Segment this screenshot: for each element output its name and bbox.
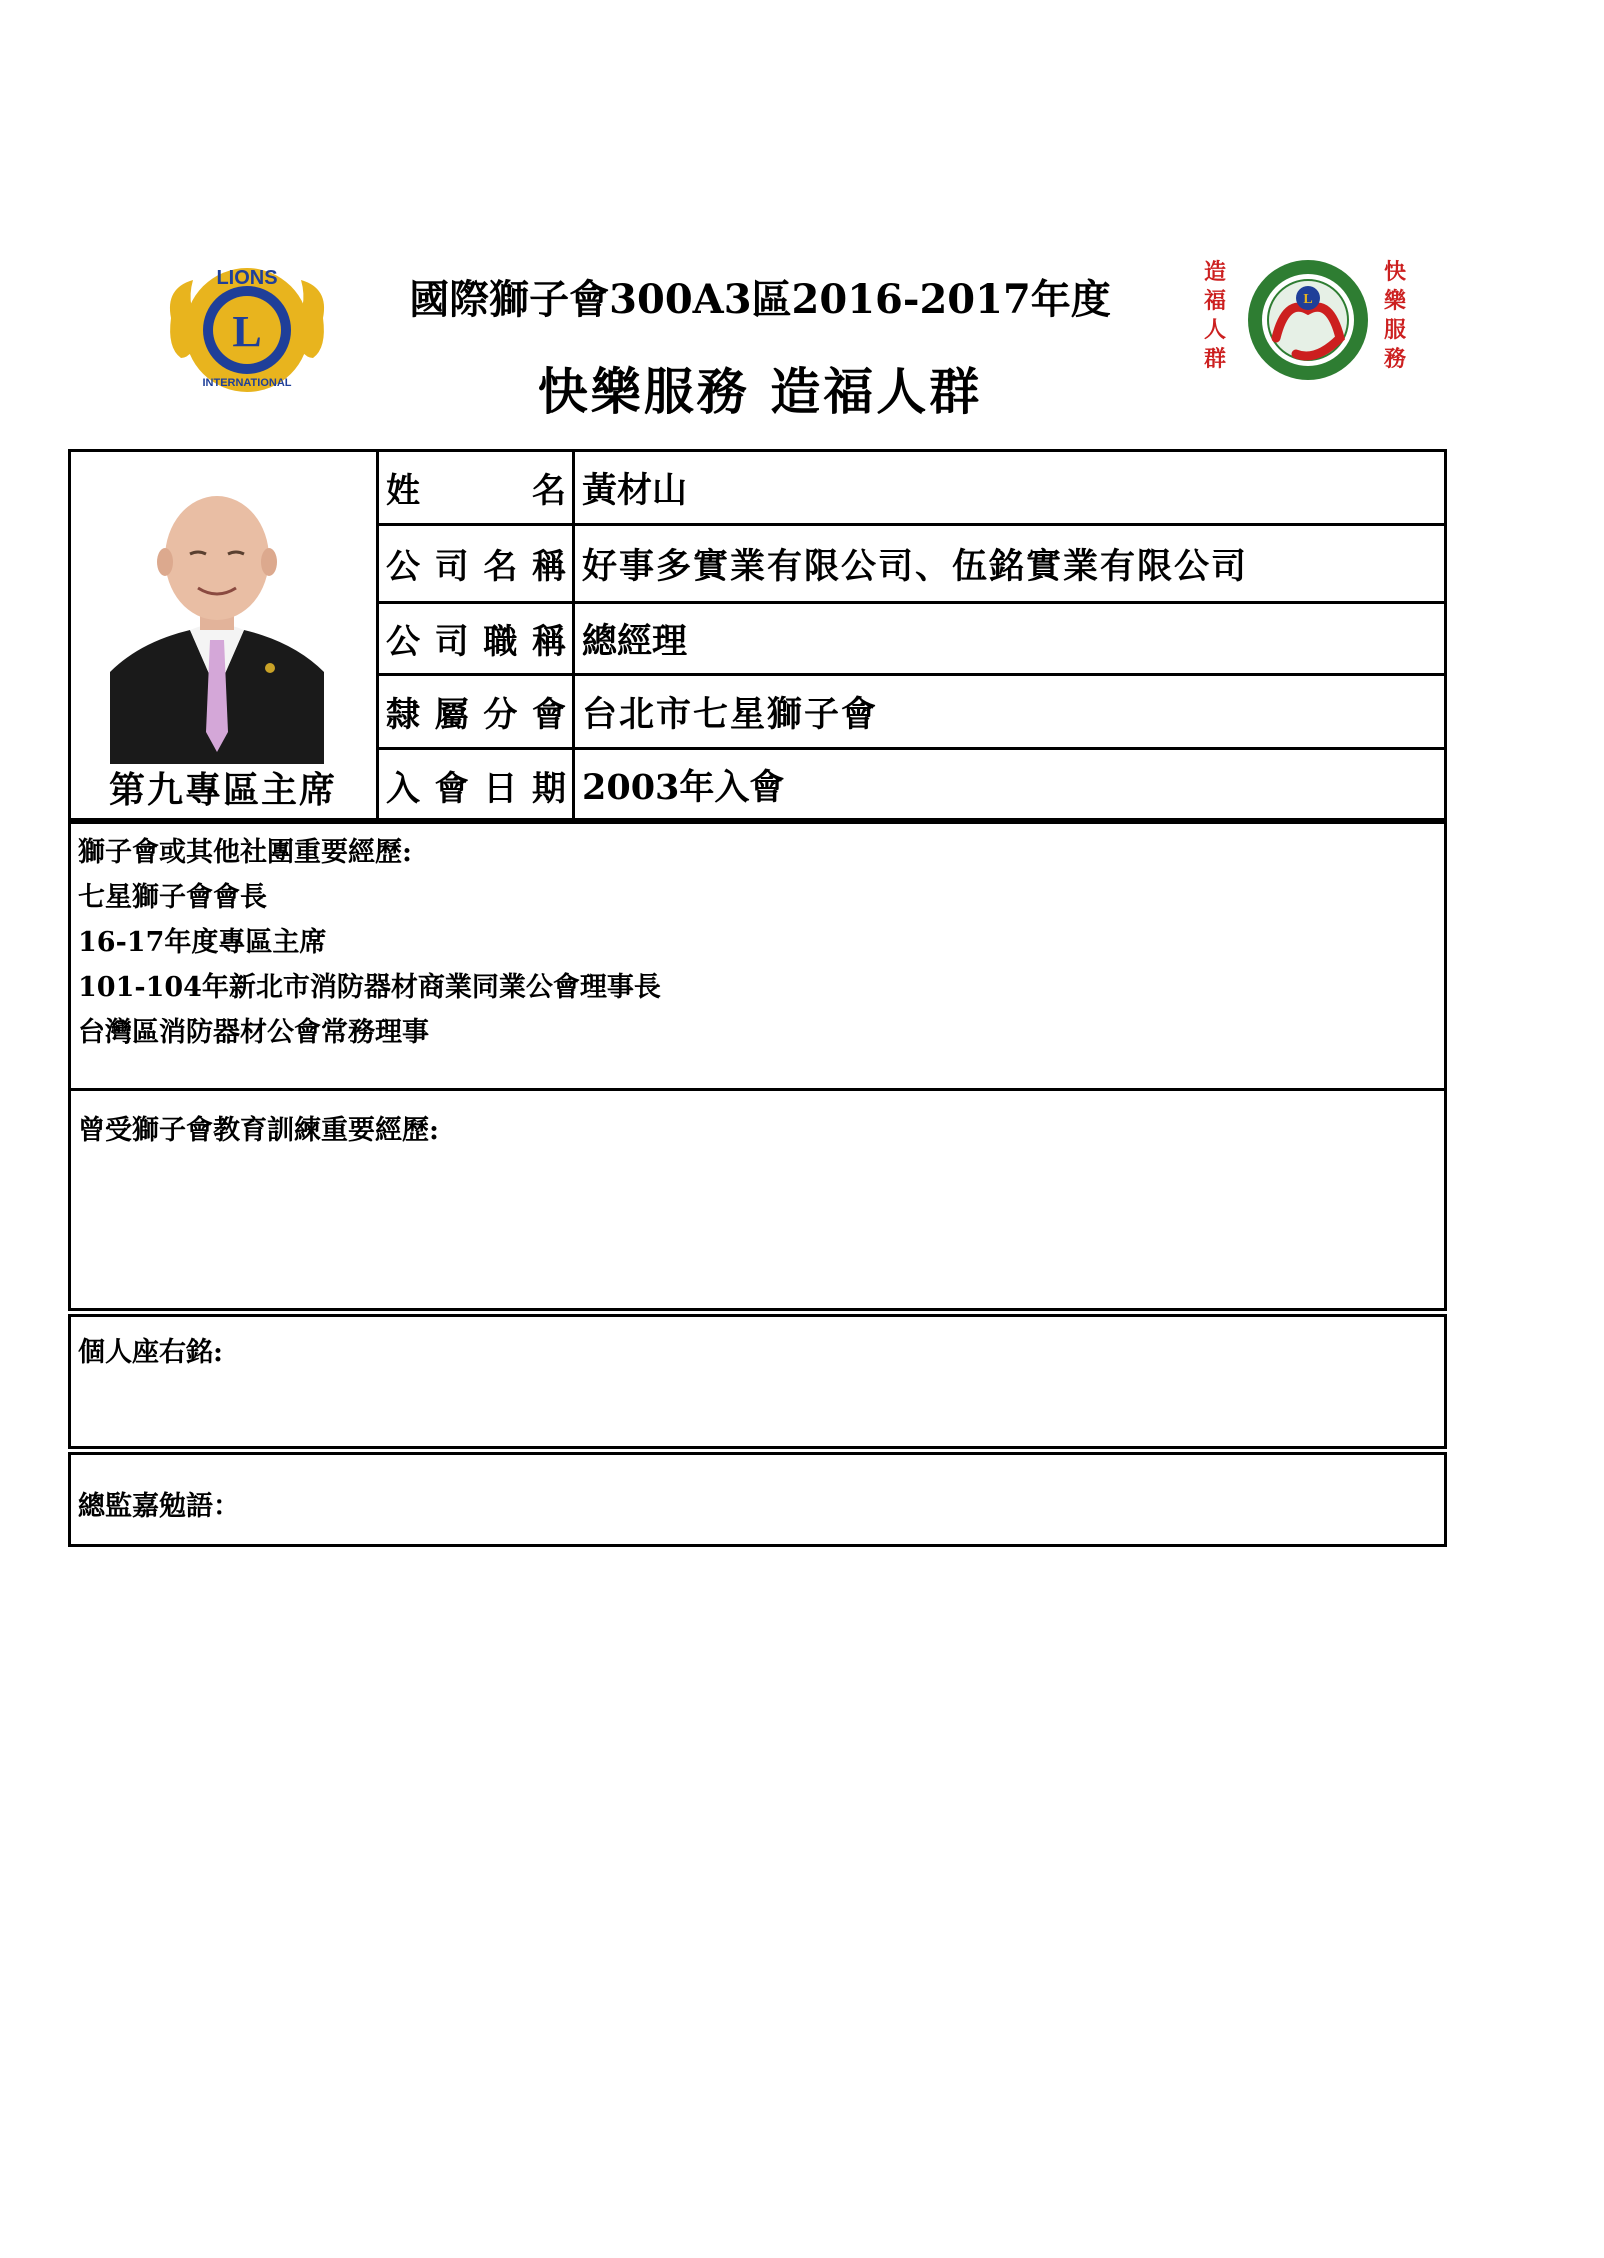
divider (376, 449, 379, 824)
label-club: 隸 屬 分 會 (386, 695, 566, 735)
label-name: 姓 名 (386, 471, 566, 511)
experience-item: 16-17年度專區主席 (78, 927, 327, 958)
experience-item: 台灣區消防器材公會常務理事 (78, 1017, 429, 1048)
label-company-name: 公 司 名 稱 (386, 547, 566, 587)
lions-logo-bottom-text: INTERNATIONAL (202, 377, 292, 389)
emblem-left-text: 造福人群 (1203, 259, 1226, 372)
lions-international-logo (163, 258, 331, 406)
label-join-date: 入 會 日 期 (386, 768, 566, 809)
position-caption: 第九專區主席 (108, 768, 337, 811)
value-company-name: 好事多實業有限公司、伍銘實業有限公司 (582, 545, 1249, 587)
governor-remarks-title: 總監嘉勉語： (78, 1491, 240, 1522)
motto-title: 個人座右銘: (78, 1337, 223, 1368)
portrait-photo (110, 472, 324, 764)
value-name: 黃材山 (582, 469, 688, 511)
training-title: 曾受獅子會教育訓練重要經歷: (78, 1115, 439, 1146)
emblem-right-text: 快樂服務 (1383, 259, 1406, 372)
page-subtitle: 快樂服務 造福人群 (537, 362, 983, 421)
district-300a3-emblem (1200, 258, 1410, 388)
experience-item: 101-104年新北市消防器材商業同業公會理事長 (78, 972, 661, 1003)
governor-section (68, 1452, 1447, 1547)
lions-logo-top-text: LIONS (216, 267, 278, 289)
value-job-title: 總經理 (582, 620, 688, 662)
label-job-title: 公 司 職 稱 (386, 622, 566, 662)
page-title: 國際獅子會300A3區2016-2017年度 (409, 276, 1111, 323)
value-join-date: 2003年入會 (582, 767, 785, 808)
experience-title: 獅子會或其他社團重要經歷: (78, 837, 412, 868)
divider (572, 449, 575, 824)
experience-item: 七星獅子會會長 (78, 882, 267, 913)
svg-text:L: L (1303, 292, 1313, 307)
motto-section (68, 1314, 1447, 1449)
value-club: 台北市七星獅子會 (582, 693, 879, 735)
svg-text:L: L (232, 307, 262, 356)
